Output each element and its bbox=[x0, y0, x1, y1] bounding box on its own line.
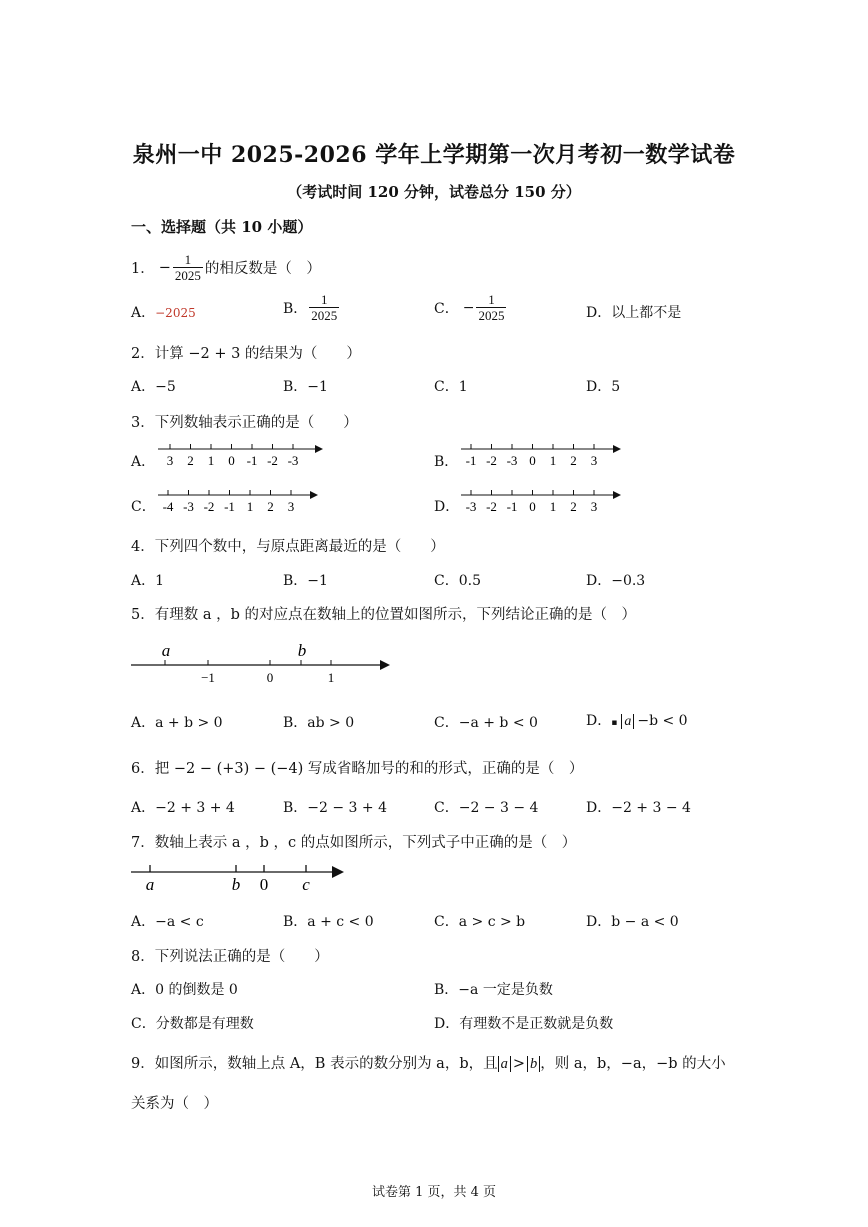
point-b-label: b bbox=[297, 641, 307, 660]
question-1-option-d[interactable] bbox=[586, 302, 681, 322]
axis-arrow bbox=[310, 491, 318, 499]
option-label: D． bbox=[586, 305, 612, 321]
fraction-denominator: 2025 bbox=[478, 308, 505, 323]
axis-tick-label: 3 bbox=[166, 453, 174, 468]
question-6-option-b[interactable]: B．−2 − 3 + 4 bbox=[283, 800, 388, 816]
number-line-option-c bbox=[155, 486, 325, 518]
axis-tick-label: 2 bbox=[267, 499, 274, 514]
option-label: B． bbox=[283, 300, 308, 317]
absolute-value-b: b bbox=[527, 1056, 540, 1072]
fraction-denominator: 2025 bbox=[311, 308, 338, 323]
point-c-label: c bbox=[302, 875, 310, 894]
option-value: −2025 bbox=[155, 306, 196, 320]
tick-label-one: 1 bbox=[327, 670, 335, 685]
question-4-option-d[interactable]: D．−0.3 bbox=[586, 573, 646, 589]
option-label: D． bbox=[586, 713, 612, 729]
question-7-option-b[interactable]: B．a + c < 0 bbox=[283, 914, 374, 930]
option-value: 以上都不是 bbox=[611, 305, 682, 321]
question-2-stem: 2．计算 −2 + 3 的结果为（ ） bbox=[131, 346, 361, 362]
axis-tick-label: -3 bbox=[183, 499, 194, 514]
axis-tick-label: -3 bbox=[287, 453, 299, 468]
number-line-option-a bbox=[155, 440, 325, 472]
absolute-value-a: a bbox=[621, 714, 634, 729]
question-5-option-a[interactable]: A．a + b > 0 bbox=[131, 715, 223, 731]
question-5-stem: 5．有理数 a ，b 的对应点在数轴上的位置如图所示，下列结论正确的是（ ） bbox=[131, 607, 636, 623]
option-rest: −b < 0 bbox=[637, 713, 688, 729]
question-2-option-d[interactable]: D．5 bbox=[586, 379, 621, 395]
axis-arrow bbox=[332, 866, 344, 878]
option-label: A． bbox=[131, 305, 156, 321]
stem-text-continued: ，则 a，b，−a，−b 的大小 bbox=[540, 1056, 726, 1072]
exam-title: 泉州一中 2025-2026 学年上学期第一次月考初一数学试卷 bbox=[132, 142, 736, 168]
axis-arrow bbox=[613, 445, 621, 453]
question-7-number-line bbox=[128, 856, 353, 896]
axis-tick-label: -2 bbox=[203, 499, 215, 514]
axis-tick-label: -1 bbox=[506, 499, 518, 514]
axis-arrow bbox=[380, 660, 390, 670]
axis-tick-label: -3 bbox=[506, 453, 518, 468]
axis-tick-label: 0 bbox=[529, 453, 536, 468]
option-fraction bbox=[476, 292, 506, 323]
axis-ticks bbox=[471, 444, 594, 449]
axis-labels bbox=[466, 453, 598, 468]
question-7-stem: 7．数轴上表示 a ，b ，c 的点如图所示，下列式子中正确的是（ ） bbox=[131, 835, 577, 851]
question-1-text: 的相反数是（ ） bbox=[204, 261, 321, 277]
question-8-option-d[interactable]: D．有理数不是正数就是负数 bbox=[434, 1016, 614, 1032]
question-5-option-d[interactable] bbox=[586, 710, 688, 730]
question-3-stem: 3．下列数轴表示正确的是（ ） bbox=[131, 415, 358, 431]
axis-labels bbox=[466, 499, 598, 514]
axis-tick-label: 1 bbox=[549, 453, 557, 468]
point-b-label: b bbox=[231, 875, 241, 894]
option-sign: − bbox=[462, 299, 475, 316]
question-2-option-a[interactable]: A．−5 bbox=[131, 379, 176, 395]
fraction-numerator: 1 bbox=[184, 252, 192, 267]
axis-tick-label: 2 bbox=[570, 453, 577, 468]
question-7-option-a[interactable]: A．−a < c bbox=[131, 914, 204, 930]
question-8-option-c[interactable]: C．分数都是有理数 bbox=[131, 1016, 254, 1032]
absolute-value-a: a bbox=[498, 1056, 511, 1072]
question-4-stem: 4．下列四个数中，与原点距离最近的是（ ） bbox=[131, 539, 445, 555]
option-label: C． bbox=[434, 300, 459, 317]
question-6-option-d[interactable]: D．−2 + 3 − 4 bbox=[586, 800, 691, 816]
axis-tick-label: 1 bbox=[207, 453, 215, 468]
axis-tick-label: 3 bbox=[590, 499, 598, 514]
number-line-option-b bbox=[458, 440, 628, 472]
axis-tick-label: 2 bbox=[187, 453, 194, 468]
axis-tick-label: 3 bbox=[287, 499, 295, 514]
axis-tick-label: 0 bbox=[529, 499, 536, 514]
axis-tick-label: -1 bbox=[465, 453, 477, 468]
question-4-option-a[interactable]: A．1 bbox=[131, 573, 165, 589]
question-1-option-b[interactable] bbox=[283, 292, 341, 323]
question-6-stem: 6．把 −2 − (+3) − (−4) 写成省略加号的和的形式，正确的是（ ） bbox=[131, 761, 584, 777]
axis-ticks bbox=[170, 444, 293, 449]
option-marker: ▪ bbox=[611, 718, 618, 728]
question-3-option-d-label[interactable]: D． bbox=[434, 499, 460, 515]
axis-tick-label: -3 bbox=[465, 499, 477, 514]
fraction-numerator: 1 bbox=[488, 292, 495, 307]
point-a-label: a bbox=[161, 641, 171, 660]
question-1-fraction bbox=[173, 252, 203, 283]
question-3-option-b-label[interactable]: B． bbox=[434, 454, 459, 470]
question-5-number-line bbox=[128, 638, 398, 688]
question-9-stem-line-2: 关系为（ ） bbox=[131, 1096, 218, 1112]
question-8-option-a[interactable]: A．0 的倒数是 0 bbox=[131, 982, 238, 998]
stem-text: 9．如图所示，数轴上点 A，B 表示的数分别为 a，b，且 bbox=[131, 1056, 498, 1072]
axis-tick-label: 1 bbox=[549, 499, 557, 514]
question-9-stem-line-1 bbox=[131, 1052, 726, 1073]
question-5-option-b[interactable]: B．ab > 0 bbox=[283, 715, 355, 731]
axis-tick-label: -1 bbox=[246, 453, 258, 468]
axis-labels bbox=[167, 453, 299, 468]
question-3-option-c-label[interactable]: C． bbox=[131, 499, 156, 515]
point-a-label: a bbox=[145, 875, 155, 894]
question-1-option-a[interactable] bbox=[131, 302, 196, 322]
question-1-option-c[interactable] bbox=[434, 292, 508, 323]
question-1-number: 1． bbox=[131, 261, 155, 277]
fraction-numerator: 1 bbox=[321, 292, 328, 307]
question-6-option-c[interactable]: C．−2 − 3 − 4 bbox=[434, 800, 539, 816]
question-7-option-c[interactable]: C．a > c > b bbox=[434, 914, 526, 930]
question-8-option-b[interactable]: B．−a 一定是负数 bbox=[434, 982, 553, 998]
number-line-option-d bbox=[458, 486, 628, 518]
axis-tick-label: -2 bbox=[486, 453, 497, 468]
question-3-option-a-label[interactable]: A． bbox=[131, 454, 156, 470]
question-1-stem bbox=[131, 252, 321, 283]
axis-tick-label: -2 bbox=[267, 453, 278, 468]
section-heading: 一、选择题（共 10 小题） bbox=[131, 218, 313, 236]
question-4-option-c[interactable]: C．0.5 bbox=[434, 573, 481, 589]
option-fraction bbox=[309, 292, 339, 323]
axis-tick-label: 0 bbox=[228, 453, 235, 468]
axis-arrow bbox=[315, 445, 323, 453]
axis-ticks bbox=[471, 490, 594, 495]
fraction-denominator: 2025 bbox=[174, 268, 201, 283]
exam-subtitle: （考试时间 120 分钟，试卷总分 150 分） bbox=[287, 183, 581, 201]
question-7-option-d[interactable]: D．b − a < 0 bbox=[586, 914, 679, 930]
axis-labels bbox=[163, 499, 295, 514]
tick-label-minus-one: −1 bbox=[201, 670, 215, 685]
question-8-stem: 8．下列说法正确的是（ ） bbox=[131, 949, 329, 965]
question-2-option-b[interactable]: B．−1 bbox=[283, 379, 328, 395]
page-footer: 试卷第 1 页，共 4 页 bbox=[371, 1185, 497, 1200]
axis-tick-label: 2 bbox=[570, 499, 577, 514]
origin-label: 0 bbox=[259, 875, 269, 894]
question-4-option-b[interactable]: B．−1 bbox=[283, 573, 328, 589]
axis-tick-label: 3 bbox=[590, 453, 598, 468]
axis-arrow bbox=[613, 491, 621, 499]
question-6-option-a[interactable]: A．−2 + 3 + 4 bbox=[131, 800, 235, 816]
tick-label-zero: 0 bbox=[266, 670, 274, 685]
axis-tick-label: -1 bbox=[224, 499, 235, 514]
question-1-sign: − bbox=[158, 259, 171, 276]
axis-tick-label: -2 bbox=[486, 499, 497, 514]
question-5-option-c[interactable]: C．−a + b < 0 bbox=[434, 715, 538, 731]
axis-tick-label: 1 bbox=[246, 499, 254, 514]
greater-than: > bbox=[512, 1056, 526, 1072]
axis-ticks bbox=[168, 490, 291, 495]
question-2-option-c[interactable]: C．1 bbox=[434, 379, 468, 395]
axis-tick-label: -4 bbox=[162, 499, 174, 514]
